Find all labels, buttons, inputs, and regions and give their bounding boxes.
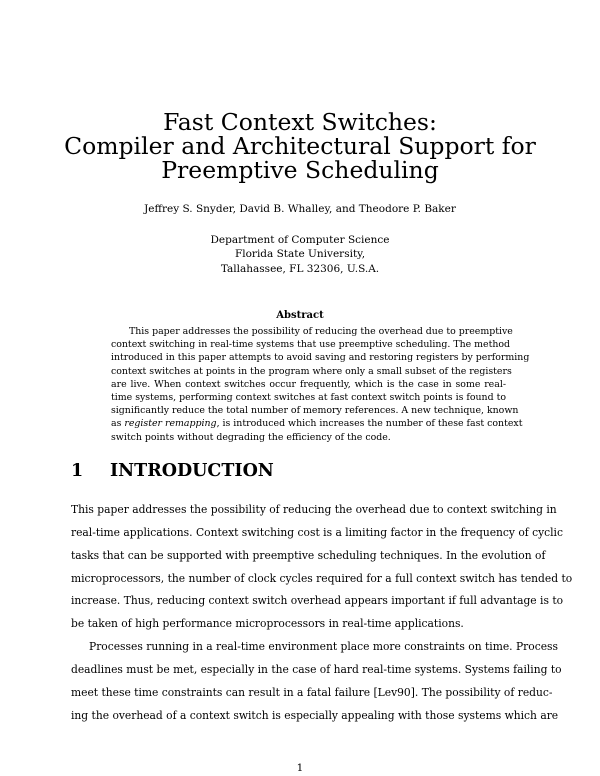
- body-line: tasks that can be supported with preemptive scheduling techniques. In the evolution of: [71, 548, 546, 562]
- affiliation-line: Tallahassee, FL 32306, U.S.A.: [220, 262, 380, 275]
- title-line: Fast Context Switches:: [163, 108, 437, 136]
- abstract-text: as: [111, 418, 122, 430]
- abstract-body: [111, 325, 530, 444]
- abstract-line: are live. When context switches occur frequently, which is the case in some real-: [111, 378, 506, 390]
- abstract-line: This paper addresses the possibility of reducing the overhead due to preemptive: [129, 326, 513, 337]
- title-line: Compiler and Architectural Support for: [64, 132, 536, 160]
- section-heading: [71, 460, 531, 482]
- authors: Jeffrey S. Snyder, David B. Whalley, and Theodore P. Baker: [144, 203, 456, 215]
- body-line: microprocessors, the number of clock cycles required for a full context switch has tended to: [71, 571, 573, 585]
- emphasized-term: register remapping: [124, 418, 217, 430]
- abstract-line: context switching in real-time systems that use preemptive scheduling. The method: [111, 339, 511, 351]
- abstract-text: , is introduced which increases the number of these fast context: [216, 418, 523, 430]
- abstract-line: significantly reduce the total number of memory references. A new technique, known: [111, 405, 519, 417]
- page-number: 1: [296, 762, 304, 774]
- affiliation-line: Florida State University,: [234, 248, 366, 261]
- abstract-line: switch points without degrading the efficiency of the code.: [111, 431, 391, 443]
- affiliation-line: Department of Computer Science: [210, 234, 390, 246]
- body-line: deadlines must be met, especially in the case of hard real-time systems. Systems failing to: [71, 662, 562, 676]
- body-text: [71, 499, 573, 727]
- section-title: INTRODUCTION: [110, 461, 274, 481]
- abstract-line: context switches at points in the program where only a small subset of the registers: [111, 365, 512, 377]
- body-line: ing the overhead of a context switch is especially appealing with those systems which are: [71, 708, 559, 722]
- body-line: This paper addresses the possibility of reducing the overhead due to context switching in: [71, 503, 557, 516]
- body-line: meet these time constraints can result in a fatal failure [Lev90]. The possibility of reduc-: [71, 685, 553, 699]
- paper-title: [40, 110, 560, 182]
- body-line: increase. Thus, reducing context switch overhead appears important if full advantage is to: [71, 594, 564, 608]
- body-line: be taken of high performance microprocessors in real-time applications.: [71, 617, 464, 631]
- section-number: 1: [71, 461, 84, 481]
- body-line: Processes running in a real-time environment place more constraints on time. Process: [89, 640, 558, 654]
- abstract-heading: Abstract: [276, 310, 324, 321]
- abstract-line: time systems, performing context switches at fast context switch points is found to: [111, 391, 506, 403]
- abstract-line: introduced in this paper attempts to avoid saving and restoring registers by performing: [111, 352, 530, 364]
- abstract-line: [111, 417, 523, 430]
- body-line: real-time applications. Context switching cost is a limiting factor in the frequency of cyclic: [71, 525, 563, 539]
- title-line: Preemptive Scheduling: [161, 156, 439, 184]
- affiliation: [40, 233, 560, 276]
